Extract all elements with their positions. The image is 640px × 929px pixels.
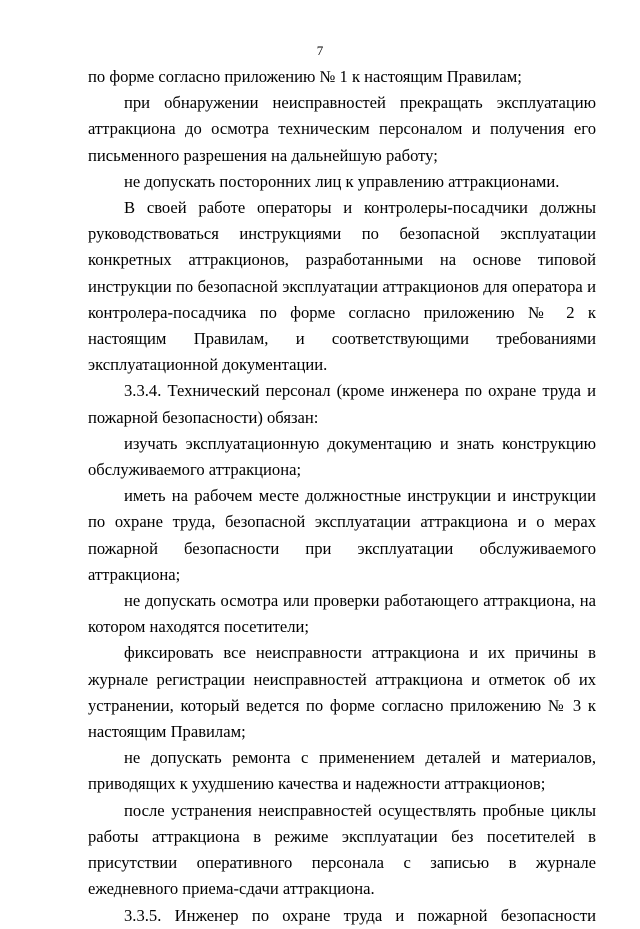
- paragraph-no-poor-repair: не допускать ремонта с применением деталей и материалов, приводящих к ухудшению качества и надежности аттракционов;: [88, 748, 596, 794]
- paragraph-section-3-3-4: 3.3.4. Технический персонал (кроме инженера по охране труда и пожарной безопасности) обязан:: [88, 381, 596, 427]
- paragraph-test-cycles: после устранения неисправностей осуществлять пробные циклы работы аттракциона в режиме эксплуатации без посетителей в присутствии оперативного персонала с записью в журнале ежедневного приема-сдачи аттракциона.: [88, 800, 596, 899]
- paragraph-malfunction-stop: при обнаружении неисправностей прекращать эксплуатацию аттракциона до осмотра техническим персоналом и получения его письменного разрешения на дальнейшую работу;: [88, 93, 596, 165]
- paragraph-continuation: по форме согласно приложению № 1 к настоящим Правилам;: [88, 67, 522, 86]
- paragraph-section-3-3-5: 3.3.5. Инженер по охране труда и пожарной безопасности: [124, 905, 596, 925]
- paragraph-study-docs: изучать эксплуатационную документацию и знать конструкцию обслуживаемого аттракциона;: [88, 433, 596, 480]
- page-number: 7: [316, 43, 324, 58]
- paragraph-workplace-instructions: иметь на рабочем месте должностные инструкции и инструкции по охране труда, безопасной эксплуатации аттракциона и о мерах пожарной безопасности при эксплуатации обслуживаемого аттракциона;: [88, 486, 596, 584]
- paragraph-no-inspection-running: не допускать осмотра или проверки работающего аттракциона, на котором находятся посетители;: [88, 591, 596, 637]
- paragraph-operators-instructions: В своей работе операторы и контролеры-посадчики должны руководствоваться инструкциями по безопасной эксплуатации конкретных аттракционов, разработанными на основе типовой инструкции по безопасной эксплуатации аттракционов для оператора и контролера-посадчика по форме согласно приложению № 2 к настоящим Правилам, и соответствующими требованиями эксплуатационной документации.: [88, 198, 596, 375]
- paragraph-log-malfunctions: фиксировать все неисправности аттракциона и их причины в журнале регистрации неисправностей аттракциона и отметок об их устранении, который ведется по форме согласно приложению № 3 к настоящим Правилам;: [88, 643, 596, 742]
- paragraph-no-outsiders: не допускать посторонних лиц к управлению аттракционами.: [124, 171, 560, 191]
- body-text: [88, 64, 596, 929]
